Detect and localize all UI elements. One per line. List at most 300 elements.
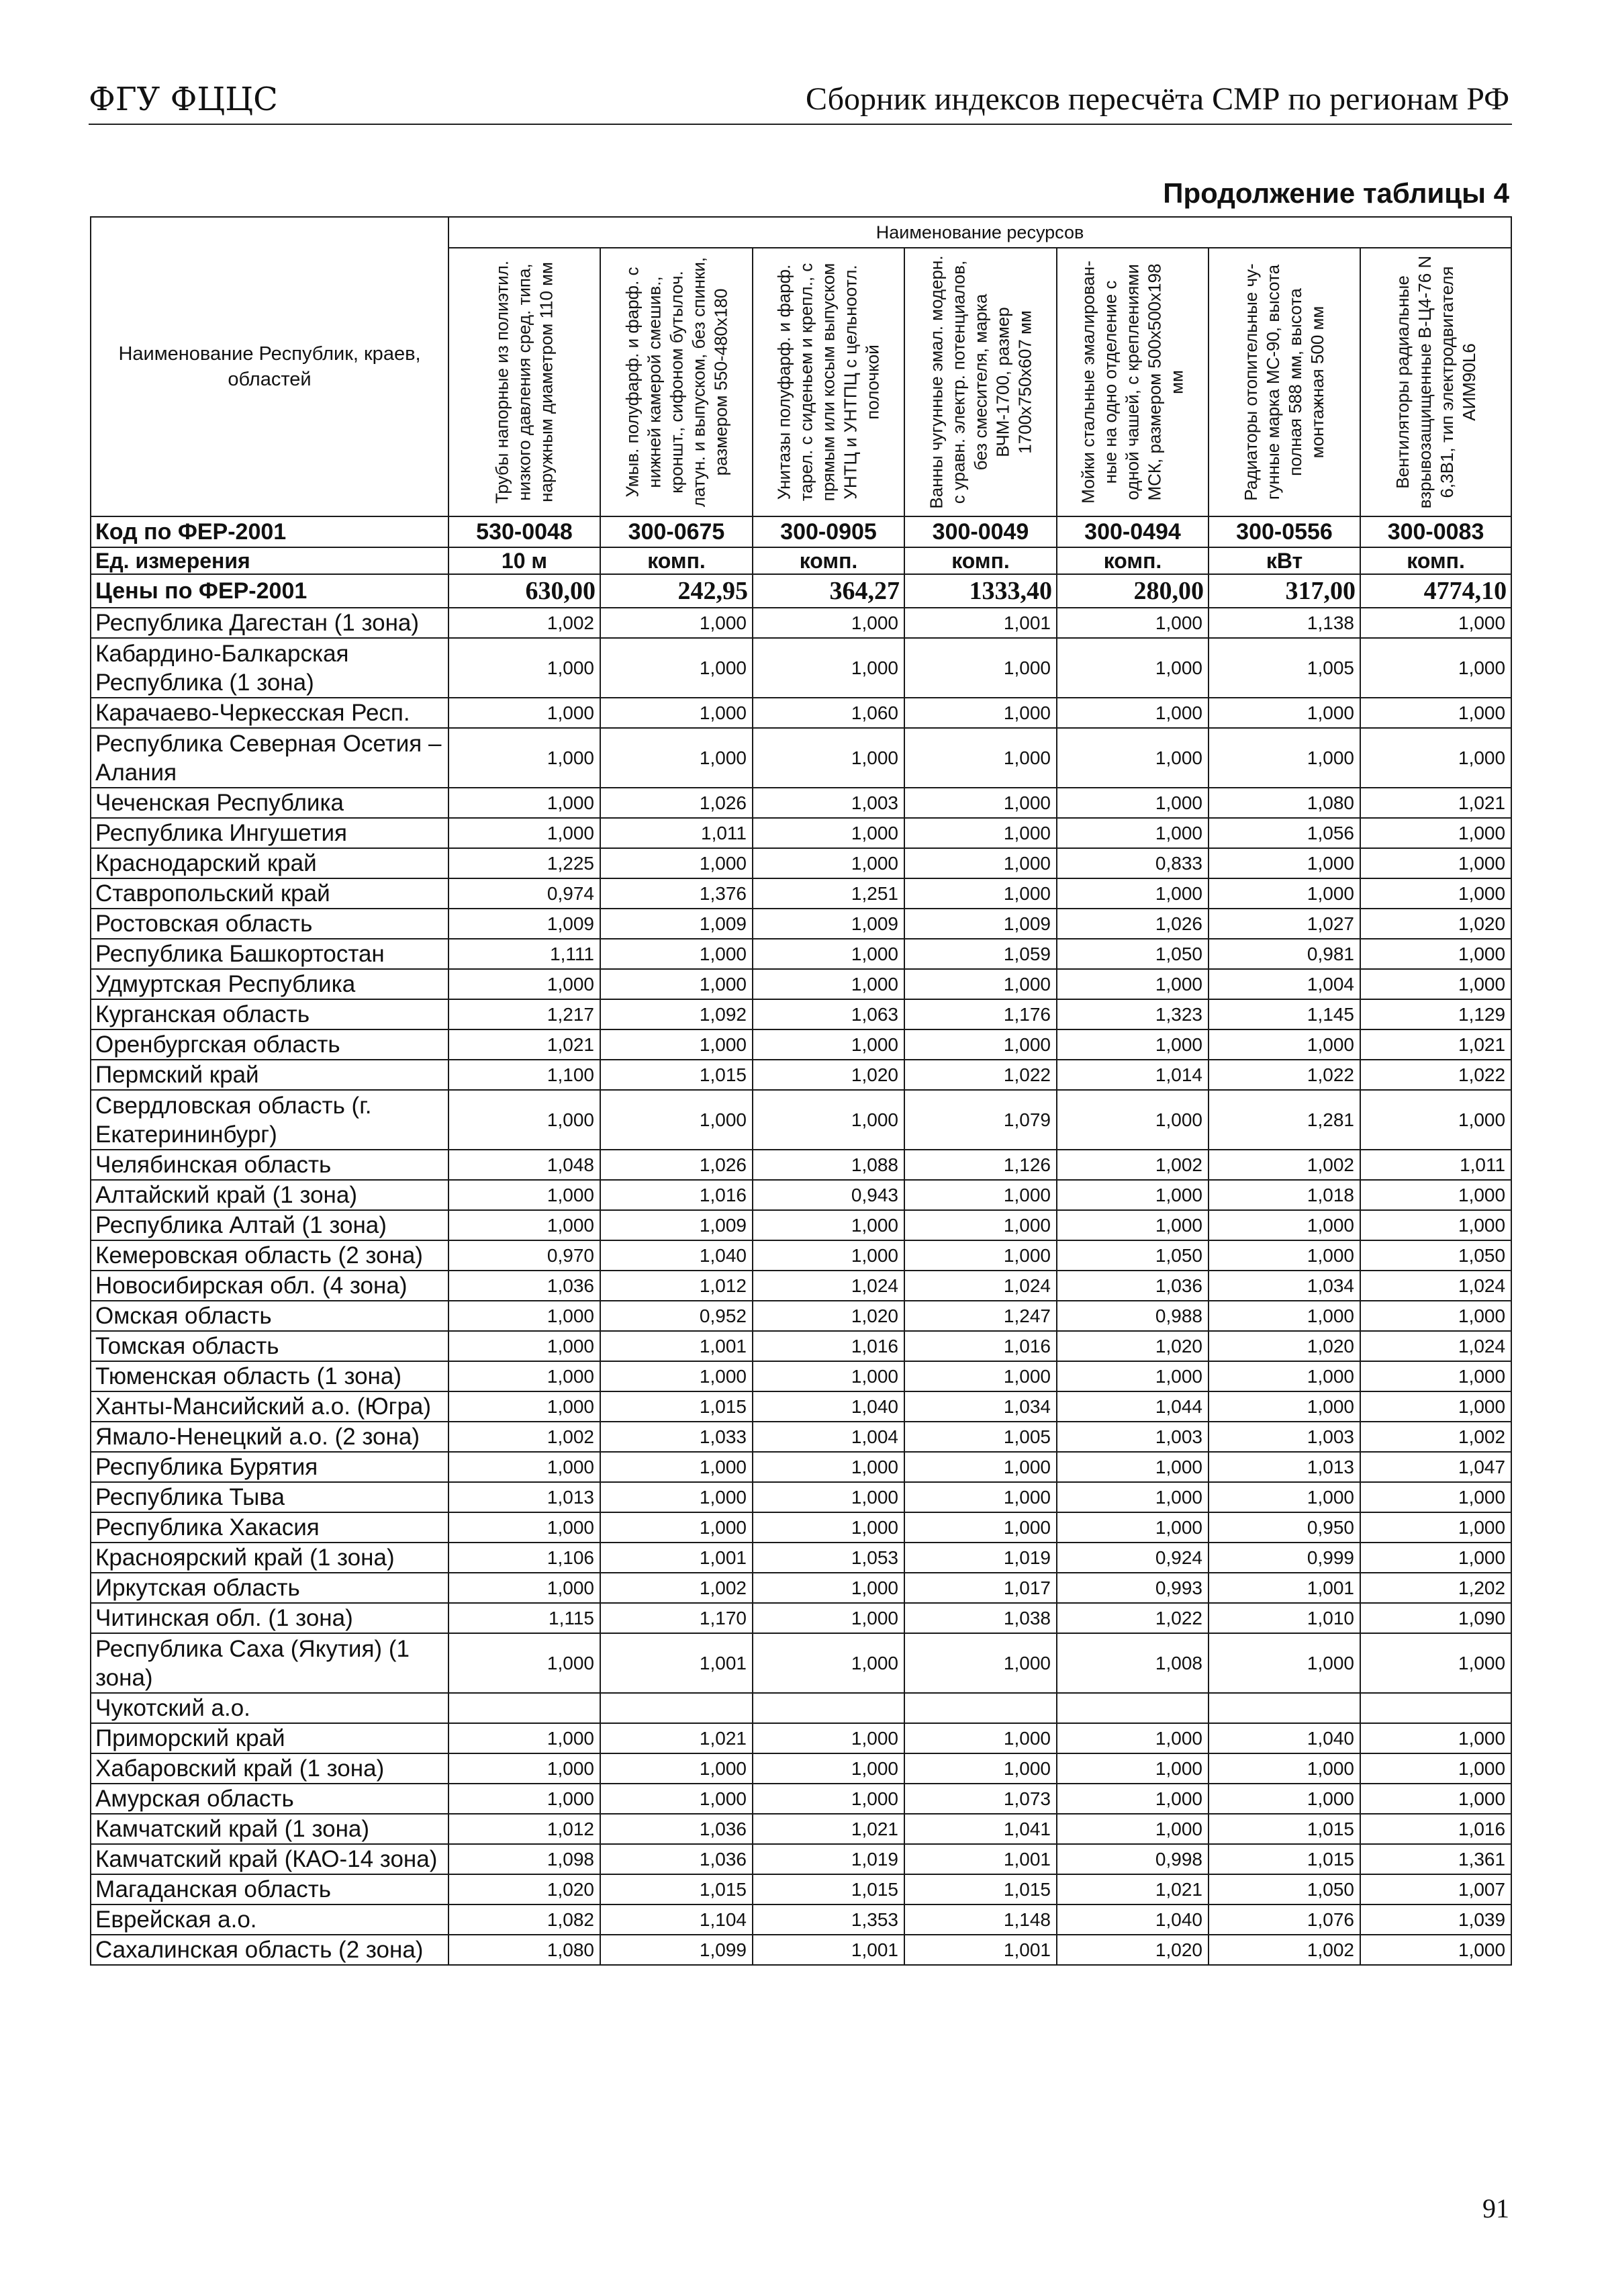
coefficient-cell: 1,000: [1209, 1301, 1360, 1331]
fer-code: 530-0048: [448, 516, 600, 547]
coefficient-cell: 0,999: [1209, 1543, 1360, 1573]
coefficient-cell: 1,353: [753, 1904, 904, 1935]
coefficient-cell: 1,017: [904, 1573, 1057, 1603]
coefficient-cell: 1,000: [904, 818, 1057, 848]
coefficient-cell: 1,000: [1057, 878, 1209, 909]
resource-header: [1209, 248, 1360, 516]
coefficient-cell: 1,009: [753, 909, 904, 939]
coefficient-cell: 1,005: [1209, 638, 1360, 698]
resource-name: Трубы напорные из полиэтил. низкого давления сред. типа, наружным диаметром 110 мм: [491, 260, 557, 504]
coefficient-cell: 1,000: [1360, 1784, 1511, 1814]
table-row: [91, 1090, 1511, 1150]
coefficient-cell: 1,020: [1057, 1331, 1209, 1361]
coefficient-cell: 1,020: [1360, 909, 1511, 939]
header-collection-title: Сборник индексов пересчёта СМР по регионам РФ: [806, 81, 1509, 117]
coefficient-cell: 1,000: [1057, 1452, 1209, 1482]
coefficient-cell: 1,000: [1209, 878, 1360, 909]
region-name: Республика Хакасия: [91, 1512, 448, 1543]
coefficient-cell: 1,005: [904, 1422, 1057, 1452]
coefficient-cell: 1,021: [1057, 1874, 1209, 1904]
coefficient-cell: 1,013: [448, 1482, 600, 1512]
coefficient-cell: 1,022: [1360, 1060, 1511, 1090]
coefficient-cell: 1,000: [600, 939, 753, 969]
coefficient-cell: 1,000: [1057, 1814, 1209, 1844]
coefficient-cell: 1,000: [904, 1452, 1057, 1482]
table-row: [91, 638, 1511, 698]
coefficient-cell: 1,000: [448, 1723, 600, 1753]
group-header-row: [91, 217, 1511, 248]
coefficient-cell: 1,000: [904, 1512, 1057, 1543]
coefficient-cell: 1,003: [753, 788, 904, 818]
resource-header: [600, 248, 753, 516]
coefficient-cell: 1,000: [904, 1633, 1057, 1693]
coefficient-cell: 1,040: [753, 1391, 904, 1422]
coefficient-cell: 1,000: [753, 939, 904, 969]
coefficient-cell: 1,001: [600, 1543, 753, 1573]
resource-name: Ванны чугунные эмал. модерн. с уравн. электр. потенциалов, без смесителя, марка ВЧМ-1700, размер 1700х750х607 мм: [926, 255, 1035, 509]
coefficient-cell: 1,022: [1209, 1060, 1360, 1090]
coefficient-cell: 1,021: [1360, 788, 1511, 818]
coefficient-cell: 1,000: [904, 969, 1057, 999]
coefficient-cell: 1,000: [1360, 1090, 1511, 1150]
coefficient-cell: 1,003: [1209, 1422, 1360, 1452]
coefficient-cell: 0,950: [1209, 1512, 1360, 1543]
coefficient-cell: 1,000: [1360, 638, 1511, 698]
coefficient-cell: 1,000: [904, 1029, 1057, 1060]
coefficient-cell: 1,000: [448, 818, 600, 848]
coefficient-cell: 1,000: [753, 608, 904, 638]
coefficient-cell: 1,038: [904, 1603, 1057, 1633]
region-name: Амурская область: [91, 1784, 448, 1814]
coefficient-cell: 1,000: [600, 1482, 753, 1512]
table-row: [91, 848, 1511, 878]
coefficient-cell: 0,952: [600, 1301, 753, 1331]
price-value: 630,00: [448, 574, 600, 608]
region-name: Курганская область: [91, 999, 448, 1029]
coefficient-cell: 1,020: [448, 1874, 600, 1904]
coefficient-cell: 1,104: [600, 1904, 753, 1935]
coefficient-cell: 1,000: [1209, 1361, 1360, 1391]
table-row: [91, 1240, 1511, 1271]
coefficient-cell: 1,000: [448, 1753, 600, 1784]
coefficient-cell: 1,000: [448, 1180, 600, 1210]
coefficient-cell: 1,040: [1057, 1904, 1209, 1935]
table-row: [91, 969, 1511, 999]
coefficient-cell: 1,022: [1057, 1603, 1209, 1633]
region-name: Ханты-Мансийский а.о. (Югра): [91, 1391, 448, 1422]
coefficient-cell: 1,000: [1057, 818, 1209, 848]
coefficient-cell: 1,020: [1209, 1331, 1360, 1361]
coefficient-cell: 1,015: [904, 1874, 1057, 1904]
table-row: [91, 1784, 1511, 1814]
coefficient-cell: 1,000: [600, 1784, 753, 1814]
region-name: Оренбургская область: [91, 1029, 448, 1060]
coefficient-cell: 0,988: [1057, 1301, 1209, 1331]
table-row: [91, 1180, 1511, 1210]
coefficient-cell: 1,000: [1209, 698, 1360, 728]
table-row: [91, 999, 1511, 1029]
coefficient-cell: 1,000: [753, 728, 904, 788]
unit-value: комп.: [600, 547, 753, 574]
fer-code: 300-0905: [753, 516, 904, 547]
coefficient-cell: 1,016: [600, 1180, 753, 1210]
coefficient-cell: 1,026: [600, 788, 753, 818]
coefficient-cell: 1,000: [448, 788, 600, 818]
region-name: Республика Ингушетия: [91, 818, 448, 848]
region-name: Свердловская область (г. Екатерининбург): [91, 1090, 448, 1150]
coefficient-cell: 0,943: [753, 1180, 904, 1210]
coefficient-cell: 1,002: [600, 1573, 753, 1603]
coefficient-cell: 1,016: [904, 1331, 1057, 1361]
coefficient-cell: 1,000: [1057, 1210, 1209, 1240]
coefficient-cell: 1,041: [904, 1814, 1057, 1844]
coefficient-cell: 1,000: [448, 698, 600, 728]
coefficient-cell: 1,000: [448, 1361, 600, 1391]
coefficient-cell: 1,145: [1209, 999, 1360, 1029]
coefficient-cell: 1,000: [1360, 1543, 1511, 1573]
coefficient-cell: 1,001: [904, 1935, 1057, 1965]
coefficient-cell: 1,000: [1209, 1784, 1360, 1814]
coefficient-cell: 1,098: [448, 1844, 600, 1874]
coefficient-cell: 1,000: [753, 1029, 904, 1060]
resource-header: [1360, 248, 1511, 516]
coefficient-cell: 1,000: [1209, 1633, 1360, 1693]
region-name: Новосибирская обл. (4 зона): [91, 1271, 448, 1301]
coefficient-cell: 1,036: [600, 1844, 753, 1874]
coefficient-cell: 1,040: [600, 1240, 753, 1271]
table-row: [91, 1844, 1511, 1874]
coefficient-cell: 1,000: [1209, 1029, 1360, 1060]
table-row: [91, 909, 1511, 939]
coefficient-cell: 1,012: [448, 1814, 600, 1844]
coefficient-cell: 1,015: [600, 1391, 753, 1422]
coefficient-cell: 1,225: [448, 848, 600, 878]
coefficient-cell: 1,012: [600, 1271, 753, 1301]
resource-header: [1057, 248, 1209, 516]
coefficient-cell: 1,000: [1360, 1361, 1511, 1391]
coefficient-cell: 1,251: [753, 878, 904, 909]
coefficient-cell: 1,000: [753, 1210, 904, 1240]
coefficient-cell: [1360, 1693, 1511, 1723]
coefficient-cell: 1,000: [1209, 1482, 1360, 1512]
coefficient-cell: 1,000: [448, 1210, 600, 1240]
coefficient-cell: 1,000: [600, 1029, 753, 1060]
coefficient-cell: 1,000: [1360, 848, 1511, 878]
coefficient-cell: 1,000: [904, 1723, 1057, 1753]
coefficient-cell: 1,000: [904, 1210, 1057, 1240]
coefficient-cell: 1,000: [1360, 1301, 1511, 1331]
coefficient-cell: 1,082: [448, 1904, 600, 1935]
region-name: Ямало-Ненецкий а.о. (2 зона): [91, 1422, 448, 1452]
coefficient-cell: 1,050: [1057, 939, 1209, 969]
coefficient-cell: 1,021: [1360, 1029, 1511, 1060]
coefficient-cell: 1,000: [753, 1573, 904, 1603]
coefficient-cell: 1,001: [600, 1331, 753, 1361]
coefficient-cell: 1,000: [904, 728, 1057, 788]
coefficient-cell: 1,000: [1209, 728, 1360, 788]
coefficient-cell: 1,170: [600, 1603, 753, 1633]
coefficient-cell: 1,001: [753, 1935, 904, 1965]
region-name: Республика Тыва: [91, 1482, 448, 1512]
coefficient-cell: 1,000: [753, 1482, 904, 1512]
coefficient-cell: 1,000: [753, 848, 904, 878]
coefficient-cell: 1,000: [1057, 1723, 1209, 1753]
coefficient-cell: 1,000: [1360, 1633, 1511, 1693]
coefficient-cell: 1,000: [904, 1482, 1057, 1512]
coefficient-cell: 1,000: [1057, 698, 1209, 728]
coefficient-cell: 1,000: [1057, 969, 1209, 999]
coefficient-cell: 0,981: [1209, 939, 1360, 969]
coefficient-cell: 1,000: [448, 1301, 600, 1331]
coefficient-cell: 1,000: [1360, 1482, 1511, 1512]
fer-code: 300-0049: [904, 516, 1057, 547]
coefficient-cell: 1,044: [1057, 1391, 1209, 1422]
coefficient-cell: 1,009: [600, 1210, 753, 1240]
coefficient-cell: 0,833: [1057, 848, 1209, 878]
coefficient-cell: 1,100: [448, 1060, 600, 1090]
coefficient-cell: 1,000: [600, 698, 753, 728]
coefficient-cell: 1,050: [1360, 1240, 1511, 1271]
header-divider: [89, 124, 1512, 125]
region-name: Республика Бурятия: [91, 1452, 448, 1482]
coefficient-cell: [904, 1693, 1057, 1723]
coefficient-cell: 1,000: [448, 1452, 600, 1482]
coefficient-cell: 1,000: [448, 1784, 600, 1814]
resource-name: Вентиляторы радиальные взрывозащищенные В-Ц4-76 N 6,3В1, тип электродвигателя АИМ90L6: [1392, 255, 1479, 509]
region-name: Республика Саха (Якутия) (1 зона): [91, 1633, 448, 1693]
unit-value: комп.: [904, 547, 1057, 574]
coefficient-cell: 1,000: [600, 1090, 753, 1150]
coefficient-cell: 1,011: [1360, 1150, 1511, 1180]
coefficient-cell: 1,063: [753, 999, 904, 1029]
table-row: [91, 818, 1511, 848]
coefficient-cell: 1,088: [753, 1150, 904, 1180]
region-name: Кемеровская область (2 зона): [91, 1240, 448, 1271]
coefficient-cell: 1,000: [1360, 1753, 1511, 1784]
coefficient-cell: 1,073: [904, 1784, 1057, 1814]
coefficient-cell: 1,000: [1360, 1935, 1511, 1965]
table-row: [91, 1391, 1511, 1422]
coefficient-cell: 1,016: [753, 1331, 904, 1361]
coefficient-cell: 1,080: [448, 1935, 600, 1965]
coefficient-cell: 1,000: [1360, 1210, 1511, 1240]
table-row: [91, 1633, 1511, 1693]
coefficient-cell: 1,004: [753, 1422, 904, 1452]
coefficient-cell: 1,000: [1360, 1391, 1511, 1422]
unit-row: [91, 547, 1511, 574]
coefficient-cell: 1,000: [1360, 1180, 1511, 1210]
coefficient-cell: 1,002: [448, 608, 600, 638]
coefficient-cell: [753, 1693, 904, 1723]
coefficient-cell: 1,000: [904, 1180, 1057, 1210]
coefficient-cell: 1,034: [904, 1391, 1057, 1422]
coefficient-cell: 1,024: [1360, 1331, 1511, 1361]
fer-code: 300-0494: [1057, 516, 1209, 547]
table-row: [91, 1512, 1511, 1543]
coefficient-cell: 1,026: [1057, 909, 1209, 939]
coefficient-cell: 1,024: [904, 1271, 1057, 1301]
coefficient-cell: 1,000: [600, 1452, 753, 1482]
region-name: Еврейская а.о.: [91, 1904, 448, 1935]
table-row: [91, 1060, 1511, 1090]
coefficient-cell: 1,001: [600, 1633, 753, 1693]
coefficient-cell: 1,217: [448, 999, 600, 1029]
region-name: Томская область: [91, 1331, 448, 1361]
coefficient-cell: 1,176: [904, 999, 1057, 1029]
coefficient-cell: 1,002: [448, 1422, 600, 1452]
region-name: Сахалинская область (2 зона): [91, 1935, 448, 1965]
region-name: Республика Дагестан (1 зона): [91, 608, 448, 638]
table-row: [91, 1814, 1511, 1844]
coefficient-cell: 1,000: [753, 1512, 904, 1543]
unit-value: комп.: [753, 547, 904, 574]
coefficient-cell: 1,033: [600, 1422, 753, 1452]
coefficient-cell: 1,000: [600, 1753, 753, 1784]
region-name: Карачаево-Черкесская Респ.: [91, 698, 448, 728]
region-name: Камчатский край (1 зона): [91, 1814, 448, 1844]
coefficient-cell: 1,000: [1057, 1180, 1209, 1210]
coefficient-cell: 1,002: [1057, 1150, 1209, 1180]
price-value: 242,95: [600, 574, 753, 608]
coefficient-cell: 1,092: [600, 999, 753, 1029]
coefficient-cell: 1,048: [448, 1150, 600, 1180]
coefficient-cell: 0,998: [1057, 1844, 1209, 1874]
table-row: [91, 1723, 1511, 1753]
coefficient-cell: 1,000: [1057, 1090, 1209, 1150]
coefficient-cell: 1,000: [1057, 1482, 1209, 1512]
coefficient-cell: 1,036: [600, 1814, 753, 1844]
header-organization: ФГУ ФЦЦС: [89, 81, 278, 118]
region-name: Чукотский а.о.: [91, 1693, 448, 1723]
coefficient-cell: 1,000: [1360, 818, 1511, 848]
coefficient-cell: 1,080: [1209, 788, 1360, 818]
coefficient-cell: 1,020: [753, 1301, 904, 1331]
table-row: [91, 1482, 1511, 1512]
table-row: [91, 788, 1511, 818]
table-row: [91, 1603, 1511, 1633]
coefficient-cell: 1,000: [448, 1573, 600, 1603]
coefficient-cell: 1,000: [1209, 1753, 1360, 1784]
coefficient-cell: 1,015: [1209, 1814, 1360, 1844]
coefficient-cell: 1,000: [1209, 1391, 1360, 1422]
coefficient-cell: 0,974: [448, 878, 600, 909]
coefficient-cell: 1,056: [1209, 818, 1360, 848]
coefficient-cell: 1,281: [1209, 1090, 1360, 1150]
coefficient-cell: 1,099: [600, 1935, 753, 1965]
price-value: 364,27: [753, 574, 904, 608]
coefficient-cell: 1,000: [1360, 608, 1511, 638]
region-name: Челябинская область: [91, 1150, 448, 1180]
region-name: Ставропольский край: [91, 878, 448, 909]
coefficient-cell: 1,015: [1209, 1844, 1360, 1874]
coefficient-cell: 1,000: [753, 1753, 904, 1784]
coefficients-table: [90, 216, 1512, 1966]
table-row: [91, 1904, 1511, 1935]
unit-label: Ед. измерения: [91, 547, 448, 574]
coefficient-cell: 1,034: [1209, 1271, 1360, 1301]
coefficient-cell: 1,000: [753, 1723, 904, 1753]
coefficient-cell: 1,015: [753, 1874, 904, 1904]
coefficient-cell: 1,000: [448, 1391, 600, 1422]
price-value: 4774,10: [1360, 574, 1511, 608]
table-row: [91, 698, 1511, 728]
coefficient-cell: 1,000: [753, 1633, 904, 1693]
region-name: Чеченская Республика: [91, 788, 448, 818]
coefficient-cell: 1,000: [753, 1452, 904, 1482]
coefficient-cell: 1,001: [904, 1844, 1057, 1874]
coefficient-cell: 1,009: [600, 909, 753, 939]
coefficient-cell: 0,924: [1057, 1543, 1209, 1573]
region-name: Камчатский край (КАО-14 зона): [91, 1844, 448, 1874]
coefficient-cell: 1,000: [448, 638, 600, 698]
coefficient-cell: 1,076: [1209, 1904, 1360, 1935]
fer-code-label: Код по ФЕР-2001: [91, 516, 448, 547]
coefficient-cell: 1,016: [1360, 1814, 1511, 1844]
coefficient-cell: 1,000: [600, 728, 753, 788]
unit-value: 10 м: [448, 547, 600, 574]
coefficient-cell: 1,106: [448, 1543, 600, 1573]
coefficient-cell: 1,361: [1360, 1844, 1511, 1874]
region-name: Приморский край: [91, 1723, 448, 1753]
coefficient-cell: 1,000: [1209, 1240, 1360, 1271]
coefficient-cell: 1,000: [1057, 728, 1209, 788]
coefficient-cell: 1,138: [1209, 608, 1360, 638]
region-name: Читинская обл. (1 зона): [91, 1603, 448, 1633]
region-name: Пермский край: [91, 1060, 448, 1090]
coefficient-cell: 1,014: [1057, 1060, 1209, 1090]
coefficient-cell: 1,000: [448, 1090, 600, 1150]
coefficient-cell: 1,039: [1360, 1904, 1511, 1935]
coefficient-cell: 1,036: [1057, 1271, 1209, 1301]
coefficient-cell: 1,015: [600, 1060, 753, 1090]
coefficient-cell: 1,115: [448, 1603, 600, 1633]
coefficient-cell: 1,000: [448, 728, 600, 788]
coefficient-cell: 1,021: [448, 1029, 600, 1060]
unit-value: комп.: [1360, 547, 1511, 574]
coefficient-cell: 1,009: [448, 909, 600, 939]
table-row: [91, 1753, 1511, 1784]
coefficient-cell: 1,129: [1360, 999, 1511, 1029]
price-value: 280,00: [1057, 574, 1209, 608]
coefficient-cell: 1,000: [1057, 1784, 1209, 1814]
coefficient-cell: 1,000: [753, 638, 904, 698]
resource-name: Унитазы полуфарф. и фарф. тарел. с сиденьем и крепл., с прямым или косым выпуском УНТЦ и УНТПЦ с цельноотл. полочкой: [773, 263, 883, 502]
coefficient-cell: 1,040: [1209, 1723, 1360, 1753]
resources-group-header: Наименование ресурсов: [448, 217, 1511, 248]
coefficient-cell: 1,000: [753, 818, 904, 848]
table-row: [91, 1693, 1511, 1723]
price-label: Цены по ФЕР-2001: [91, 574, 448, 608]
coefficient-cell: 1,079: [904, 1090, 1057, 1150]
coefficient-cell: 1,020: [1057, 1935, 1209, 1965]
coefficient-cell: 1,000: [1057, 608, 1209, 638]
coefficient-cell: 1,000: [600, 969, 753, 999]
coefficient-cell: 1,002: [1360, 1422, 1511, 1452]
table-row: [91, 1301, 1511, 1331]
coefficient-cell: 1,001: [1209, 1573, 1360, 1603]
coefficient-cell: 1,000: [1360, 1723, 1511, 1753]
coefficient-cell: 1,000: [1057, 1361, 1209, 1391]
region-column-header: Наименование Республик, краев, областей: [91, 217, 448, 516]
coefficient-cell: 1,000: [448, 1512, 600, 1543]
price-row: [91, 574, 1511, 608]
unit-value: комп.: [1057, 547, 1209, 574]
coefficient-cell: 1,001: [904, 608, 1057, 638]
coefficient-cell: 1,000: [753, 1361, 904, 1391]
table-row: [91, 939, 1511, 969]
coefficient-cell: 1,000: [904, 878, 1057, 909]
table-row: [91, 878, 1511, 909]
